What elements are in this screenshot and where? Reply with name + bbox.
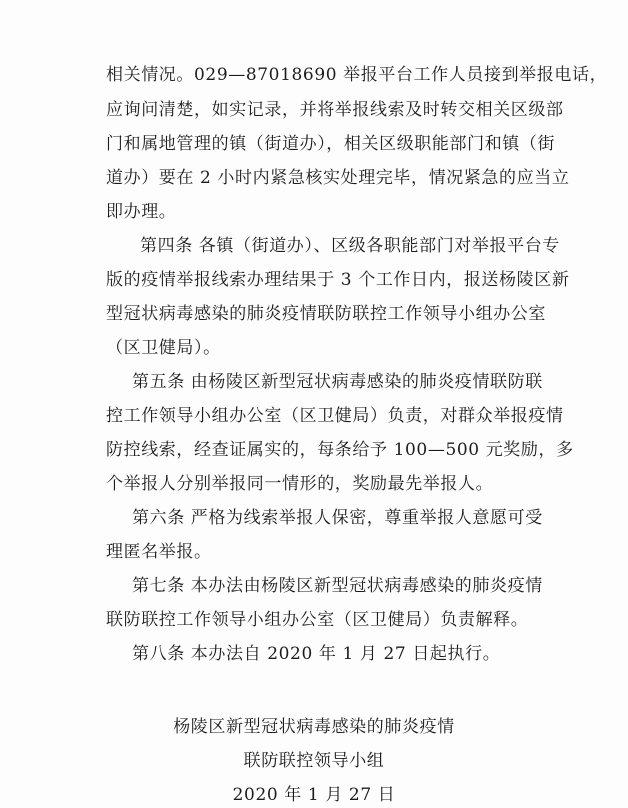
body-line: 即办理。 xyxy=(106,202,177,222)
signature-date: 2020 年 1 月 27 日 xyxy=(232,785,396,805)
article-4-heading-line: 第四条 各镇（街道办）、区级各职能部门对举报平台专 xyxy=(140,236,560,256)
body-line: 个举报人分别举报同一情形的，奖励最先举报人。 xyxy=(106,474,494,494)
body-line: 防控线索，经查证属实的，每条给予 100—500 元奖励，多 xyxy=(106,440,574,460)
body-line: 门和属地管理的镇（街道办），相关区级职能部门和镇（街 xyxy=(106,134,556,154)
body-line: （区卫健局）。 xyxy=(106,338,221,358)
body-line: 联防联控工作领导小组办公室（区卫健局）负责解释。 xyxy=(106,610,529,630)
body-line: 型冠状病毒感染的肺炎疫情联防联控工作领导小组办公室 xyxy=(106,304,546,324)
body-line: 理匿名举报。 xyxy=(106,542,212,562)
body-line: 相关情况。029—87018690 举报平台工作人员接到举报电话， xyxy=(106,65,608,85)
signature-org-line2: 联防联控领导小组 xyxy=(243,751,385,771)
body-line: 道办）要在 2 小时内紧急核实处理完毕，情况紧急的应当立 xyxy=(106,168,570,188)
body-line: 应询问清楚，如实记录，并将举报线索及时转交相关区级部 xyxy=(106,100,564,120)
article-7-heading-line: 第七条 本办法由杨陵区新型冠状病毒感染的肺炎疫情 xyxy=(132,576,543,596)
body-line: 控工作领导小组办公室（区卫健局）负责，对群众举报疫情 xyxy=(106,406,564,426)
article-6-heading-line: 第六条 严格为线索举报人保密，尊重举报人意愿可受 xyxy=(132,508,543,528)
article-8-heading-line: 第八条 本办法自 2020 年 1 月 27 日起执行。 xyxy=(132,644,501,664)
body-line: 版的疫情举报线索办理结果于 3 个工作日内，报送杨陵区新 xyxy=(106,270,570,290)
signature-org-line1: 杨陵区新型冠状病毒感染的肺炎疫情 xyxy=(173,717,455,737)
article-5-heading-line: 第五条 由杨陵区新型冠状病毒感染的肺炎疫情联防联 xyxy=(132,372,543,392)
